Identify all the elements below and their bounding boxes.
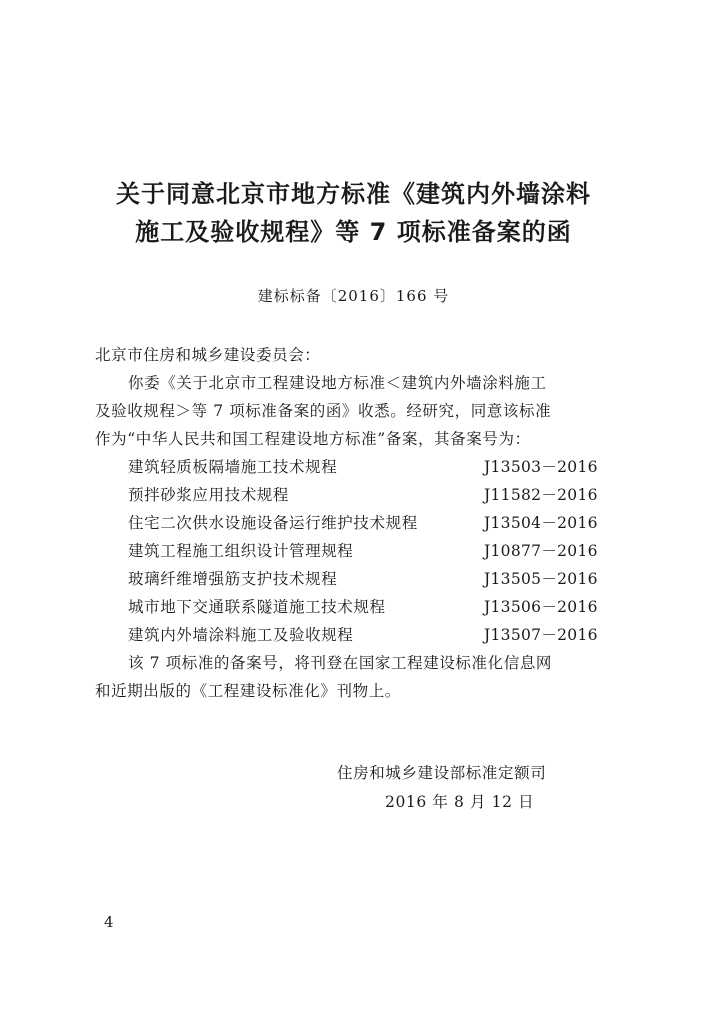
standard-code: J11582－2016 (484, 486, 598, 504)
standard-name: 预拌砂浆应用技术规程 (128, 486, 290, 504)
standard-code: J13506－2016 (484, 598, 598, 616)
standard-row (128, 483, 598, 507)
issuer-signature: 住房和城乡建设部标准定额司 (337, 764, 547, 782)
document-number: 建标标备〔2016〕166 号 (257, 287, 450, 305)
page-number: 4 (104, 913, 114, 931)
standard-name: 建筑内外墙涂料施工及验收规程 (128, 626, 354, 644)
standard-row (128, 567, 598, 591)
standard-code: J13505－2016 (484, 570, 598, 588)
closing-line: 该 7 项标准的备案号，将刊登在国家工程建设标准化信息网 (128, 654, 553, 672)
standard-row (128, 511, 598, 535)
salutation: 北京市住房和城乡建设委员会： (95, 346, 321, 364)
closing-line: 和近期出版的《工程建设标准化》刊物上。 (95, 682, 401, 700)
standard-row (128, 539, 598, 563)
body-line: 你委《关于北京市工程建设地方标准＜建筑内外墙涂料施工 (128, 374, 547, 392)
issue-date: 2016 年 8 月 12 日 (385, 793, 535, 811)
standard-name: 住宅二次供水设施设备运行维护技术规程 (128, 514, 418, 532)
standard-code: J10877－2016 (484, 542, 598, 560)
document-title-line-1: 关于同意北京市地方标准《建筑内外墙涂料 (116, 180, 591, 208)
standard-code: J13507－2016 (484, 626, 598, 644)
document-title-line-2: 施工及验收规程》等 7 项标准备案的函 (135, 218, 572, 246)
standard-code: J13504－2016 (484, 514, 598, 532)
standard-name: 城市地下交通联系隧道施工技术规程 (128, 598, 386, 616)
standard-row (128, 623, 598, 647)
standard-name: 玻璃纤维增强筋支护技术规程 (128, 570, 338, 588)
standard-row (128, 455, 598, 479)
body-line: 及验收规程＞等 7 项标准备案的函》收悉。经研究，同意该标准 (95, 402, 552, 420)
standard-code: J13503－2016 (484, 458, 598, 476)
standard-name: 建筑工程施工组织设计管理规程 (128, 542, 354, 560)
standard-name: 建筑轻质板隔墙施工技术规程 (128, 458, 338, 476)
standard-row (128, 595, 598, 619)
body-line: 作为“中华人民共和国工程建设地方标准”备案，其备案号为： (95, 430, 531, 448)
